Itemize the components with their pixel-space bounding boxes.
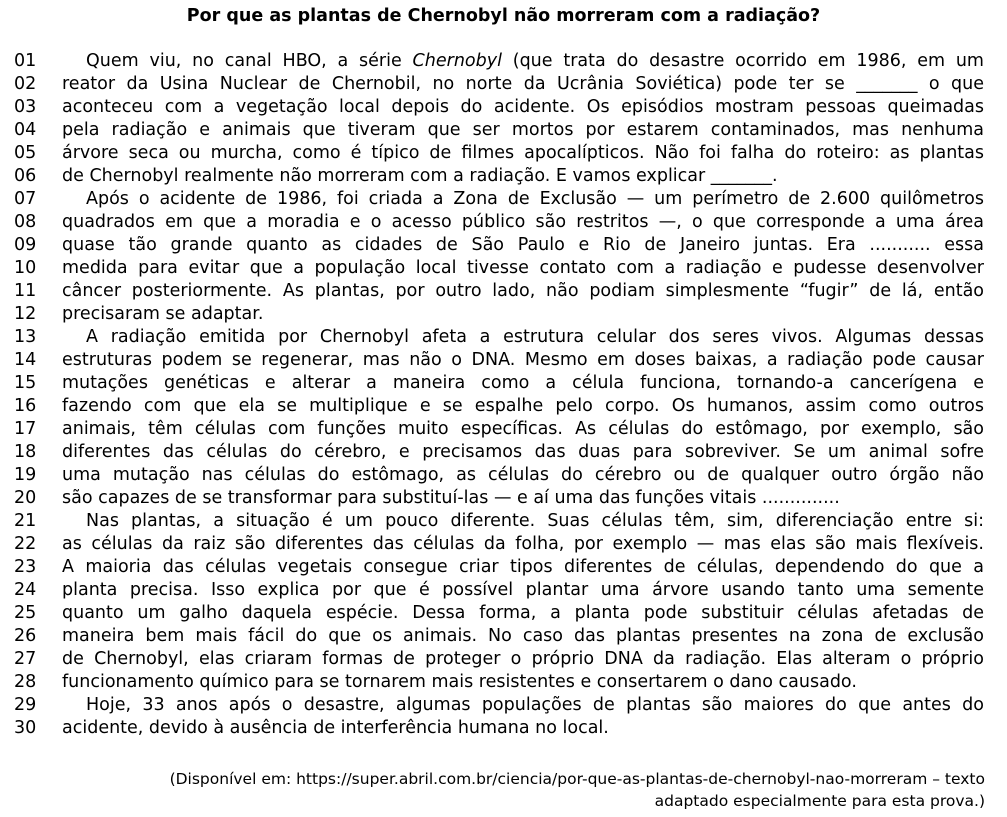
line-text: quadrados em que a moradia e o acesso público são restritos —, o que corresponde a uma área [62,212,984,232]
text-line [0,303,1007,326]
line-text: as células da raiz são diferentes das células da folha, por exemplo — mas elas são mais flexíveis. [62,534,984,554]
line-text: fazendo com que ela se multiplique e se espalhe pelo corpo. Os humanos, assim como outros [62,396,984,416]
text-line [0,464,1007,487]
line-text: maneira bem mais fácil do que os animais. No caso das plantas presentes na zona de exclusão [62,626,984,646]
source-line-1: (Disponível em: https://super.abril.com.br/ciencia/por-que-as-plantas-de-chernobyl-nao-morreram – texto [169,770,985,788]
line-text: quase tão grande quanto as cidades de São Paulo e Rio de Janeiro juntas. Era ........... essa [62,235,984,255]
line-number: 16 [14,396,37,416]
text-line [0,211,1007,234]
line-text: acidente, devido à ausência de interferência humana no local. [62,718,609,738]
line-text: precisaram se adaptar. [62,304,264,324]
line-number: 23 [14,557,37,577]
line-number: 01 [14,51,37,71]
line-text: são capazes de se transformar para substituí-las — e aí uma das funções vitais .............. [62,488,840,508]
line-text: Nas plantas, a situação é um pouco diferente. Suas células têm, sim, diferenciação entre si: [86,511,984,531]
line-text: quanto um galho daquela espécie. Dessa forma, a planta pode substituir células afetadas de [62,603,984,623]
text-line [0,395,1007,418]
line-text: Quem viu, no canal HBO, a série Chernobyl (que trata do desastre ocorrido em 1986, em um [86,51,984,71]
line-text: de Chernobyl, elas criaram formas de proteger o próprio DNA da radiação. Elas alteram o próprio [62,649,984,669]
text-line [0,671,1007,694]
numbered-text-body [0,50,1007,740]
line-text: medida para evitar que a população local tivesse contato com a radiação e pudesse desenvolver [62,258,984,278]
line-number: 14 [14,350,37,370]
line-number: 12 [14,304,37,324]
text-line [0,510,1007,533]
text-line [0,73,1007,96]
line-number: 19 [14,465,37,485]
line-number: 03 [14,97,37,117]
text-line [0,188,1007,211]
line-number: 29 [14,695,37,715]
line-text: de Chernobyl realmente não morreram com a radiação. E vamos explicar _______. [62,166,778,186]
text-line [0,717,1007,740]
line-text: Hoje, 33 anos após o desastre, algumas populações de plantas são maiores do que antes do [86,695,984,715]
line-number: 22 [14,534,37,554]
line-text: funcionamento químico para se tornarem mais resistentes e consertarem o dano causado. [62,672,857,692]
line-number: 06 [14,166,37,186]
line-number: 08 [14,212,37,232]
text-line [0,326,1007,349]
line-number: 15 [14,373,37,393]
text-line [0,372,1007,395]
text-line [0,579,1007,602]
line-number: 10 [14,258,37,278]
line-text: Após o acidente de 1986, foi criada a Zona de Exclusão — um perímetro de 2.600 quilômetros [86,189,984,209]
line-number: 25 [14,603,37,623]
line-text: animais, têm células com funções muito específicas. As células do estômago, por exemplo, são [62,419,984,439]
line-text: mutações genéticas e alterar a maneira como a célula funciona, tornando-a cancerígena e [62,373,984,393]
text-line [0,50,1007,73]
line-text: A radiação emitida por Chernobyl afeta a estrutura celular dos seres vivos. Algumas dessas [86,327,984,347]
text-line [0,142,1007,165]
line-text: A maioria das células vegetais consegue criar tipos diferentes de células, dependendo do que a [62,557,984,577]
text-line [0,96,1007,119]
text-line [0,257,1007,280]
source-citation [0,768,985,812]
text-line [0,648,1007,671]
line-number: 21 [14,511,37,531]
line-number: 30 [14,718,37,738]
line-text: uma mutação nas células do estômago, as células do cérebro ou de qualquer outro órgão não [62,465,984,485]
line-number: 09 [14,235,37,255]
text-line [0,602,1007,625]
line-number: 05 [14,143,37,163]
line-text: pela radiação e animais que tiveram que ser mortos por estarem contaminados, mas nenhuma [62,120,984,140]
text-line [0,441,1007,464]
line-number: 02 [14,74,37,94]
line-number: 11 [14,281,37,301]
line-number: 18 [14,442,37,462]
line-text: diferentes das células do cérebro, e precisamos das duas para sobreviver. Se um animal sofre [62,442,984,462]
line-number: 17 [14,419,37,439]
text-line [0,119,1007,142]
line-text: estruturas podem se regenerar, mas não o DNA. Mesmo em doses baixas, a radiação pode causar [62,350,984,370]
text-line [0,280,1007,303]
line-number: 26 [14,626,37,646]
line-number: 04 [14,120,37,140]
line-text: câncer posteriormente. As plantas, por outro lado, não podiam simplesmente “fugir” de lá, então [62,281,984,301]
text-line [0,694,1007,717]
line-number: 07 [14,189,37,209]
text-line [0,625,1007,648]
line-number: 27 [14,649,37,669]
line-number: 20 [14,488,37,508]
line-number: 28 [14,672,37,692]
text-line [0,533,1007,556]
line-text: árvore seca ou murcha, como é típico de filmes apocalípticos. Não foi falha do roteiro: as plantas [62,143,984,163]
line-number: 13 [14,327,37,347]
line-number: 24 [14,580,37,600]
document-title: Por que as plantas de Chernobyl não morreram com a radiação? [186,6,821,26]
text-line [0,487,1007,510]
text-line [0,418,1007,441]
text-line [0,234,1007,257]
text-line [0,349,1007,372]
text-line [0,165,1007,188]
text-line [0,556,1007,579]
line-text: reator da Usina Nuclear de Chernobil, no norte da Ucrânia Soviética) pode ter se _______ o que [62,74,984,94]
line-text: aconteceu com a vegetação local depois do acidente. Os episódios mostram pessoas queimadas [62,97,984,117]
line-text: planta precisa. Isso explica por que é possível plantar uma árvore usando tanto uma semente [62,580,984,600]
source-line-2: adaptado especialmente para esta prova.) [654,792,985,810]
